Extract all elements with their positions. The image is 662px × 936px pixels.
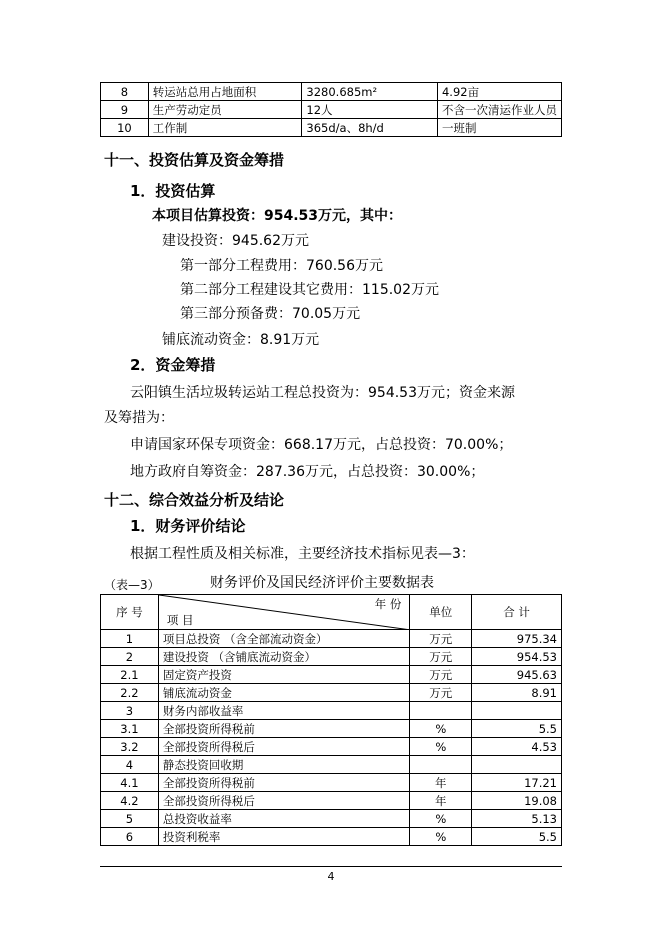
table-row (101, 720, 562, 738)
row-number: 4 (101, 756, 159, 774)
row-number: 5 (101, 810, 159, 828)
row-item: 投资利税率 (158, 828, 410, 846)
funding-line-2: 及筹措为： (104, 410, 174, 426)
section-11-title: 十一、投资估算及资金筹措 (104, 151, 285, 169)
table-caption-number: （表—3） (104, 578, 160, 592)
table-header-row (101, 595, 562, 630)
row-item: 全部投资所得税前 (158, 720, 410, 738)
row-number: 2 (101, 648, 159, 666)
row-total (472, 756, 562, 774)
row-item: 固定资产投资 (158, 666, 410, 684)
table-row (101, 648, 562, 666)
row-unit (410, 702, 472, 720)
table-row (101, 119, 562, 137)
row-item: 财务内部收益率 (158, 702, 410, 720)
project-info-table (100, 82, 562, 137)
row-unit: 万元 (410, 630, 472, 648)
part1-cost-line: 第一部分工程费用：760.56万元 (180, 258, 383, 274)
row-number: 3.2 (101, 738, 159, 756)
row-unit: 万元 (410, 684, 472, 702)
row-unit: 万元 (410, 648, 472, 666)
table-row (101, 756, 562, 774)
row-number: 10 (101, 119, 149, 137)
row-total: 5.5 (472, 828, 562, 846)
row-total: 17.21 (472, 774, 562, 792)
row-total: 4.53 (472, 738, 562, 756)
row-unit: 年 (410, 792, 472, 810)
row-item: 转运站总用占地面积 (148, 83, 302, 101)
row-item: 生产劳动定员 (148, 101, 302, 119)
table-row (101, 828, 562, 846)
section-12-title: 十二、综合效益分析及结论 (104, 491, 285, 509)
row-note: 4.92亩 (437, 83, 561, 101)
row-item: 全部投资所得税后 (158, 738, 410, 756)
header-diagonal-line (159, 595, 410, 630)
row-total: 5.13 (472, 810, 562, 828)
table-row (101, 702, 562, 720)
row-item: 工作制 (148, 119, 302, 137)
part2-cost-line: 第二部分工程建设其它费用：115.02万元 (180, 282, 439, 298)
section-12-1-title: 1．财务评价结论 (130, 517, 246, 535)
row-number: 4.2 (101, 792, 159, 810)
row-value: 365d/a、8h/d (302, 119, 438, 137)
row-number: 6 (101, 828, 159, 846)
row-total: 945.63 (472, 666, 562, 684)
row-number: 3 (101, 702, 159, 720)
row-note: 不含一次清运作业人员 (437, 101, 561, 119)
row-number: 3.1 (101, 720, 159, 738)
row-total: 5.5 (472, 720, 562, 738)
row-total: 975.34 (472, 630, 562, 648)
row-item: 总投资收益率 (158, 810, 410, 828)
row-unit (410, 756, 472, 774)
header-item-year-cell (158, 595, 410, 630)
row-unit: % (410, 720, 472, 738)
section-11-1-title: 1．投资估算 (130, 182, 216, 200)
row-total: 954.53 (472, 648, 562, 666)
row-item: 铺底流动资金 (158, 684, 410, 702)
total-investment-line: 本项目估算投资：954.53万元，其中： (152, 208, 403, 224)
table-row (101, 774, 562, 792)
table-row (101, 630, 562, 648)
row-value: 3280.685m² (302, 83, 438, 101)
footer-divider (100, 866, 562, 867)
row-number: 2.1 (101, 666, 159, 684)
table-row (101, 738, 562, 756)
financial-evaluation-table (100, 594, 562, 846)
table-caption-title: 财务评价及国民经济评价主要数据表 (210, 575, 434, 591)
header-no: 序 号 (101, 595, 159, 630)
working-capital-line: 铺底流动资金：8.91万元 (162, 332, 320, 348)
part3-cost-line: 第三部分预备费：70.05万元 (180, 306, 361, 322)
row-total (472, 702, 562, 720)
row-note: 一班制 (437, 119, 561, 137)
section-11-2-title: 2．资金筹措 (130, 356, 216, 374)
row-total: 19.08 (472, 792, 562, 810)
header-year: 年 份 (374, 597, 402, 611)
row-unit: % (410, 810, 472, 828)
header-unit: 单位 (410, 595, 472, 630)
funding-line-1: 云阳镇生活垃圾转运站工程总投资为：954.53万元；资金来源 (130, 385, 515, 401)
row-item: 全部投资所得税后 (158, 792, 410, 810)
row-number: 1 (101, 630, 159, 648)
row-unit: 万元 (410, 666, 472, 684)
row-value: 12人 (302, 101, 438, 119)
page-number: 4 (327, 870, 335, 883)
header-total: 合 计 (472, 595, 562, 630)
header-item: 项 目 (166, 613, 194, 627)
row-unit: 年 (410, 774, 472, 792)
row-unit: % (410, 738, 472, 756)
construction-investment-line: 建设投资：945.62万元 (162, 233, 309, 249)
table-row (101, 666, 562, 684)
indicator-intro-line: 根据工程性质及相关标准，主要经济技术指标见表—3： (130, 546, 475, 562)
row-item: 建设投资 （含铺底流动资金） (158, 648, 410, 666)
table-row (101, 792, 562, 810)
table-row (101, 810, 562, 828)
row-total: 8.91 (472, 684, 562, 702)
row-item: 项目总投资 （含全部流动资金） (158, 630, 410, 648)
table-row (101, 684, 562, 702)
row-unit: % (410, 828, 472, 846)
row-item: 静态投资回收期 (158, 756, 410, 774)
row-number: 8 (101, 83, 149, 101)
table-row (101, 83, 562, 101)
row-number: 9 (101, 101, 149, 119)
row-number: 4.1 (101, 774, 159, 792)
table-row (101, 101, 562, 119)
row-number: 2.2 (101, 684, 159, 702)
row-item: 全部投资所得税前 (158, 774, 410, 792)
local-fund-line: 地方政府自筹资金：287.36万元，占总投资：30.00%； (130, 464, 485, 480)
national-fund-line: 申请国家环保专项资金：668.17万元，占总投资：70.00%； (130, 437, 513, 453)
